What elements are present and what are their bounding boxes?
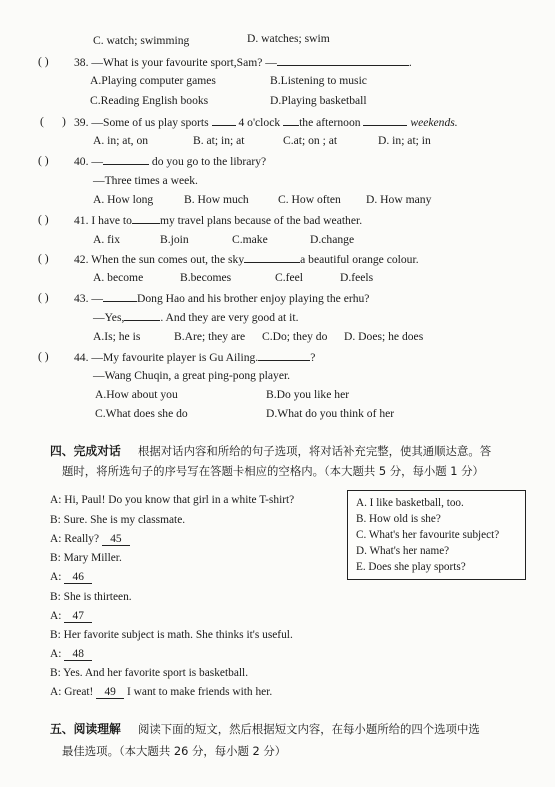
- q41-stem: [74, 213, 362, 228]
- dialogue-line-6: B: She is thirteen.: [50, 591, 132, 603]
- q44-option-d: D.What do you think of her: [266, 407, 395, 420]
- q38-end: .: [408, 56, 412, 69]
- q37-option-d: D. watches; swim: [247, 32, 330, 45]
- dialogue-line-5-text: A:: [50, 571, 65, 583]
- section4-instruction-2: 题时，将所选句子的序号写在答题卡相应的空格内。（本大题共 5 分，每小题 1 分）: [62, 464, 484, 478]
- dialogue-line-3: [50, 533, 130, 546]
- q41-text: my travel plans because of the bad weather.: [159, 214, 363, 227]
- q39-text-2: 4 o'clock: [238, 116, 281, 129]
- q43-reply-2: . And they are very good at it.: [160, 311, 299, 324]
- q40-option-d: D. How many: [366, 193, 432, 206]
- q38-option-c: C.Reading English books: [90, 94, 209, 107]
- q42-text: a beautiful orange colour.: [300, 253, 419, 266]
- q39-option-c: C.at; on ; at: [283, 134, 338, 147]
- q37-option-c: C. watch; swimming: [93, 34, 190, 47]
- q41-number: 41. I have to: [74, 214, 132, 227]
- q39-option-a: A. in; at, on: [93, 134, 149, 147]
- q43-number: 43. —: [74, 292, 103, 305]
- q42-answer-bracket[interactable]: ( ): [38, 252, 49, 265]
- q41-option-c: C.make: [232, 233, 268, 246]
- q39-blank-2[interactable]: [283, 115, 299, 126]
- q43-option-c: C.Do; they do: [262, 330, 328, 343]
- q38-option-b: B.Listening to music: [270, 74, 367, 87]
- q43-text: Dong Hao and his brother enjoy playing the erhu?: [136, 292, 370, 305]
- blank-48[interactable]: 48: [64, 648, 92, 661]
- q38-blank[interactable]: [277, 55, 409, 66]
- q43-option-a: A.Is; he is: [93, 330, 141, 343]
- dialogue-line-9: [50, 648, 92, 661]
- q40-number: 40. —: [74, 155, 103, 168]
- q39-option-b: B. at; in; at: [193, 134, 245, 147]
- q40-reply: —Three times a week.: [93, 174, 198, 187]
- dialogue-options-box: [347, 490, 526, 580]
- q43-stem: [74, 291, 369, 306]
- q39-text-1: —Some of us play sports: [91, 116, 209, 129]
- section4-title: 四、完成对话: [50, 444, 121, 458]
- q39-blank-1[interactable]: [212, 115, 236, 126]
- q39-number: 39.: [74, 116, 89, 129]
- q42-option-c: C.feel: [275, 271, 304, 284]
- section5-title: 五、阅读理解: [50, 722, 121, 736]
- dialogue-line-9-text: A:: [50, 648, 65, 660]
- q39-text-3: the afternoon: [299, 116, 361, 129]
- q38-option-a: A.Playing computer games: [90, 74, 216, 87]
- dialogue-line-11-text: A: Great!: [50, 686, 97, 698]
- dialogue-line-3-text: A: Really?: [50, 533, 102, 545]
- dialogue-option-d: D. What's her name?: [356, 545, 450, 557]
- q41-blank[interactable]: [132, 213, 160, 224]
- q44-option-c: C.What does she do: [95, 407, 188, 420]
- q38-answer-bracket[interactable]: ( ): [38, 55, 49, 68]
- blank-45[interactable]: 45: [102, 533, 130, 546]
- section5-instruction-1: 阅读下面的短文，然后根据短文内容，在每小题所给的四个选项中选: [138, 722, 480, 736]
- dialogue-line-8: B: Her favorite subject is math. She thinks it's useful.: [50, 629, 293, 641]
- q38-stem: [74, 55, 412, 70]
- dialogue-line-7: [50, 610, 92, 623]
- q44-option-b: B.Do you like her: [266, 388, 350, 401]
- q43-blank-2[interactable]: [124, 310, 160, 321]
- q42-option-b: B.becomes: [180, 271, 232, 284]
- dialogue-line-4: B: Mary Miller.: [50, 552, 122, 564]
- q38-option-d: D.Playing basketball: [270, 94, 367, 107]
- q39-blank-3[interactable]: [363, 115, 407, 126]
- dialogue-line-2: B: Sure. She is my classmate.: [50, 514, 186, 526]
- q40-option-c: C. How often: [278, 193, 341, 206]
- section5-instruction-2: 最佳选项。（本大题共 26 分，每小题 2 分）: [62, 744, 287, 758]
- q40-text: do you go to the library?: [151, 155, 267, 168]
- q43-reply: [93, 310, 299, 325]
- q42-option-d: D.feels: [340, 271, 374, 284]
- blank-47[interactable]: 47: [64, 610, 92, 623]
- q44-answer-bracket[interactable]: ( ): [38, 350, 49, 363]
- blank-49[interactable]: 49: [96, 686, 124, 699]
- q43-blank-1[interactable]: [103, 291, 137, 302]
- q40-option-b: B. How much: [184, 193, 249, 206]
- q42-option-a: A. become: [93, 271, 144, 284]
- q43-answer-bracket[interactable]: ( ): [38, 291, 49, 304]
- dialogue-line-11: [50, 686, 272, 699]
- dialogue-option-a: A. I like basketball, too.: [356, 497, 464, 509]
- dialogue-line-10: B: Yes. And her favorite sport is basketball.: [50, 667, 249, 679]
- q43-option-d: D. Does; he does: [344, 330, 424, 343]
- q44-reply: —Wang Chuqin, a great ping-pong player.: [93, 369, 291, 382]
- q38-text: —What is your favourite sport,Sam? —: [91, 56, 277, 69]
- q42-blank[interactable]: [244, 252, 300, 263]
- q41-option-d: D.change: [310, 233, 355, 246]
- dialogue-line-11-end: I want to make friends with her.: [124, 686, 273, 698]
- q44-option-a: A.How about you: [95, 388, 178, 401]
- dialogue-line-1: A: Hi, Paul! Do you know that girl in a white T-shirt?: [50, 494, 295, 506]
- q44-number: 44. —My favourite player is Gu Ailing.: [74, 351, 259, 364]
- q43-option-b: B.Are; they are: [174, 330, 246, 343]
- q40-blank[interactable]: [103, 154, 149, 165]
- q39-stem: [74, 115, 458, 130]
- q40-option-a: A. How long: [93, 193, 154, 206]
- blank-46[interactable]: 46: [64, 571, 92, 584]
- q40-stem: [74, 154, 266, 169]
- q43-reply-1: —Yes,: [93, 311, 125, 324]
- dialogue-option-b: B. How old is she?: [356, 513, 441, 525]
- q41-answer-bracket[interactable]: ( ): [38, 213, 49, 226]
- q42-number: 42. When the sun comes out, the sky: [74, 253, 245, 266]
- dialogue-option-e: E. Does she play sports?: [356, 561, 466, 573]
- q40-answer-bracket[interactable]: ( ): [38, 154, 49, 167]
- q39-option-d: D. in; at; in: [378, 134, 431, 147]
- q44-stem: [74, 350, 315, 365]
- dialogue-option-c: C. What's her favourite subject?: [356, 529, 500, 541]
- q39-answer-bracket-close: ): [62, 115, 66, 128]
- q42-stem: [74, 252, 419, 267]
- q39-text-4: weekends.: [410, 116, 458, 129]
- q41-option-b: B.join: [160, 233, 189, 246]
- section4-instruction-1: 根据对话内容和所给的句子选项，将对话补充完整，使其通顺达意。答: [138, 444, 492, 458]
- q44-blank[interactable]: [258, 350, 310, 361]
- dialogue-line-5: [50, 571, 92, 584]
- dialogue-line-7-text: A:: [50, 610, 65, 622]
- q39-answer-bracket-open[interactable]: (: [40, 115, 44, 128]
- q44-end: ?: [310, 351, 316, 364]
- q41-option-a: A. fix: [93, 233, 121, 246]
- q38-number: 38.: [74, 56, 89, 69]
